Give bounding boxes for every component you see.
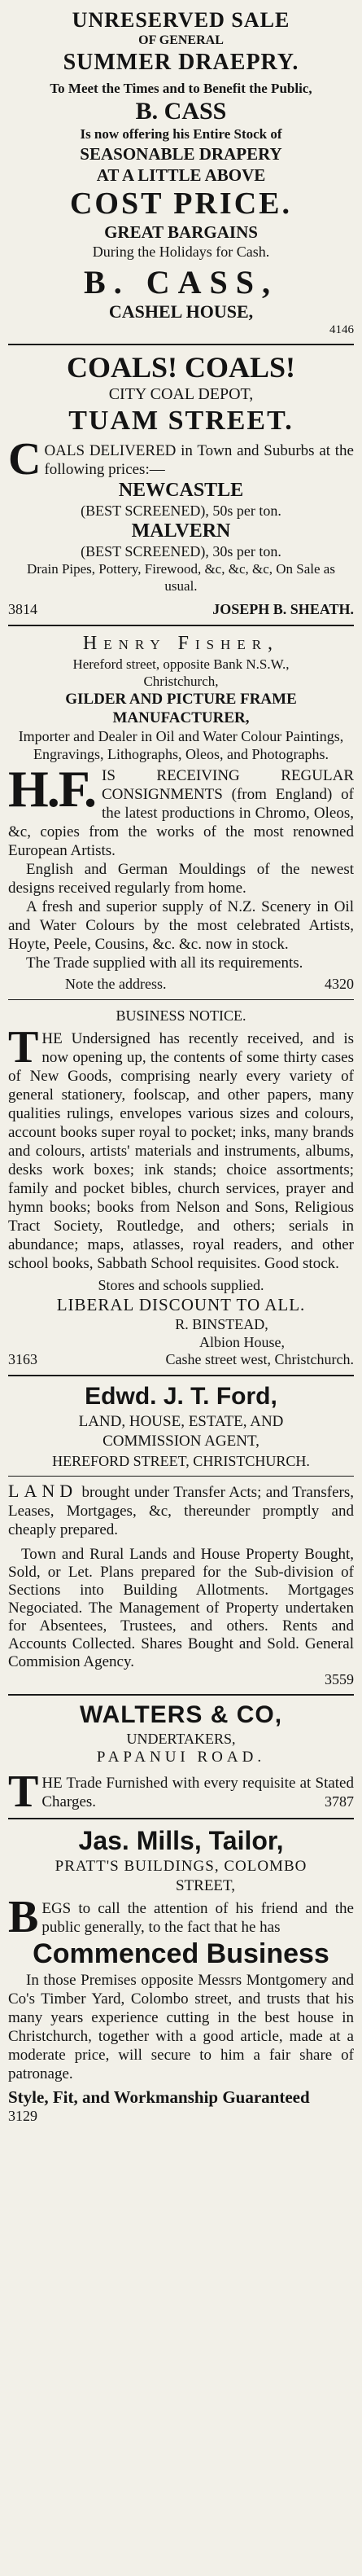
ad-ford-body2: Town and Rural Lands and House Property Bought, Sold, or Let. Plans prepared for the Sub-division of Sections into Building Allotments. Mortgages Negociated. The Management of Property undertaken for Absentees, Trustees, and others. Rents and Accounts Collected. Shares Bought and Sold. General Commision Agency. [8,1546,354,1670]
ad-fisher-body1-block [8,760,354,860]
ad-walters-address: PAPANUI ROAD. [96,1749,266,1766]
ad-fisher-body2: English and German Mouldings of the newest designs received regularly from home. [8,861,354,897]
ad-cass-line1: UNRESERVED SALE [72,8,290,32]
ad-coals-line3: TUAM STREET. [68,406,294,436]
ad-walters-body: HE Trade Furnished with every requisite at Stated Charges. [41,1775,354,1810]
ad-binstead-dropcap: T [8,1022,39,1073]
ad-fisher-body4: The Trade supplied with all its requirements. [26,954,303,972]
ad-coals-item1-name: NEWCASTLE [118,480,244,501]
newspaper-column [8,0,354,2131]
ad-coals-intro: OALS DELIVERED in Town and Suburbs at the following prices:— [44,442,354,478]
ad-binstead-name: R. BINSTEAD, [175,1316,268,1332]
ad-fisher-trade4: Engravings, Lithographs, Oleos, and Photographs. [33,746,329,762]
ad-coals-item2-name: MALVERN [131,520,231,542]
ad-cass-line7: SEASONABLE DRAPERY [80,144,282,164]
ad-ford-ref: 3559 [325,1671,354,1687]
ad-fisher-trade1: GILDER AND PICTURE FRAME [65,691,297,708]
ad-mills-dropcap: B [8,1892,39,1942]
ad-fisher-ref: 4320 [325,976,354,992]
ad-mills-tagline: Style, Fit, and Workmanship Guaranteed [8,2087,310,2107]
ad-cass-line9: COST PRICE. [69,187,293,221]
ad-walters-ref: 3787 [325,1793,354,1810]
ad-fisher-name: Henry Fisher, [82,633,280,654]
ad-mills-ref: 3129 [8,2108,37,2124]
ad-binstead-heading: BUSINESS NOTICE. [116,1007,246,1024]
ad-coals [8,345,354,626]
ad-cass-line4: To Meet the Times and to Benefit the Public, [50,81,312,96]
ad-binstead [8,1000,354,1376]
ad-binstead-address: Cashe street west, Christchurch. [165,1351,354,1367]
ad-ford-body1-block [8,1481,354,1539]
ad-ford-name: Edwd. J. T. Ford, [85,1383,277,1410]
ad-cass-ref: 4146 [329,323,354,336]
ad-fisher-body1: IS RECEIVING REGULAR CONSIGNMENTS (from England) of the latest productions in Chromo, Oleos, &c, copies from the works of the most renowned European Artists. [8,767,354,859]
ad-coals-footer [8,601,354,618]
ad-walters-name: WALTERS & CO, [79,1701,283,1728]
ad-cass-line8: AT A LITTLE ABOVE [96,165,266,185]
ad-cass-drapery [8,3,354,345]
ad-binstead-body: HE Undersigned has recently received, and is now opening up, the contents of some thirty cases of New Goods, comprising nearly every variety of general stationery, foolscap, and other papers, many qualities rulings, envelopes various sizes and colours, account books super royal to pocket; inks, many brands and colours, artists' materials and instruments, albums, desks work boxes; ink stands; choice assortments; family and pocket bibles, church services, prayer and hymn books; books from Nelson and Sons, Religious Tract Society, Routledge, and others; serials in abundance; maps, atlasses, royal readers, and other school books, Sabbath School requisites. Good stock. [8,1030,354,1272]
ad-fisher-note: Note the address. [65,976,167,992]
ad-ford-title1: LAND, HOUSE, ESTATE, AND [78,1413,284,1430]
ad-cass-line13: CASHEL HOUSE, [108,301,254,322]
ad-coals-signature: JOSEPH B. SHEATH. [212,601,354,617]
ad-ford-address: HEREFORD STREET, CHRISTCHURCH. [8,1451,354,1477]
ad-binstead-footer [8,1351,354,1368]
ad-fisher-trade2: MANUFACTURER, [112,709,250,726]
ad-fisher-address1: Hereford street, opposite Bank N.S.W., [72,656,290,672]
ad-mills-name: Jas. Mills, Tailor, [78,1826,284,1855]
ad-binstead-discount: LIBERAL DISCOUNT TO ALL. [56,1295,306,1314]
ad-coals-line1: COALS! COALS! [66,351,296,384]
ad-fisher-initials: H.F. [8,760,95,818]
ad-fisher-body3: A fresh and superior supply of N.Z. Scenery in Oil and Water Colours by the most celebrated Artists, Hoyte, Peele, Cousins, &c. &c. now in stock. [8,898,354,953]
ad-coals-dropcap: C [8,434,41,485]
ad-walters-body-block [8,1766,354,1817]
ad-fisher [8,626,354,1000]
ad-mills-body: In those Premises opposite Messrs Montgomery and Co's Timber Yard, Colombo street, and trusts that his many years experience cutting in the best house in Christchurch, together with a good article, made at a moderate price, will secure to him a fair share of patronage. [8,1972,354,2082]
ad-coals-item1-price: (BEST SCREENED), 50s per ton. [81,502,281,519]
ad-walters-title: UNDERTAKERS, [126,1731,236,1747]
ad-binstead-ref: 3163 [8,1351,37,1367]
ad-cass-line2: OF GENERAL [138,33,224,47]
ad-walters-dropcap: T [8,1766,39,1817]
ad-cass-line10: GREAT BARGAINS [104,222,258,242]
ad-binstead-body-block [8,1022,354,1273]
ad-fisher-footer [8,976,354,993]
ad-walters [8,1696,354,1819]
ad-ford [8,1376,354,1696]
ad-mills [8,1819,354,2131]
ad-coals-misc: Drain Pipes, Pottery, Firewood, &c, &c, &c, On Sale as usual. [27,561,335,594]
ad-mills-headline: Commenced Business [33,1938,329,1969]
ad-cass-line5: B. CASS [135,98,227,125]
ad-coals-ref: 3814 [8,601,37,617]
ad-coals-intro-block [8,434,354,485]
ad-mills-address2: STREET, [175,1877,235,1894]
ad-coals-item2-price: (BEST SCREENED), 30s per ton. [81,543,281,560]
ad-cass-line3: SUMMER DRAEPRY. [63,50,299,75]
ad-mills-intro-block [8,1892,354,1942]
ad-fisher-address2: Christchurch, [143,674,219,689]
ad-binstead-house: Albion House, [199,1334,285,1350]
ad-fisher-trade3: Importer and Dealer in Oil and Water Colour Paintings, [18,728,344,744]
ad-cass-line12: B. CASS, [84,264,278,301]
ad-ford-body1-caps: LAND [8,1481,78,1501]
ad-coals-line2: CITY COAL DEPOT, [108,385,254,403]
ad-cass-line6: Is now offering his Entire Stock of [80,126,282,142]
ad-mills-address1: PRATT'S BUILDINGS, COLOMBO [55,1858,307,1875]
ad-ford-body1: brought under Transfer Acts; and Transfers, Leases, Mortgages, &c, thereunder promptly and cheaply prepared. [8,1484,354,1538]
ad-mills-intro: EGS to call the attention of his friend and the public generally, to the fact that he has [41,1900,354,1936]
ad-binstead-supply: Stores and schools supplied. [98,1277,264,1293]
ad-ford-title2: COMMISSION AGENT, [102,1433,260,1450]
ad-cass-line11: During the Holidays for Cash. [92,244,270,260]
